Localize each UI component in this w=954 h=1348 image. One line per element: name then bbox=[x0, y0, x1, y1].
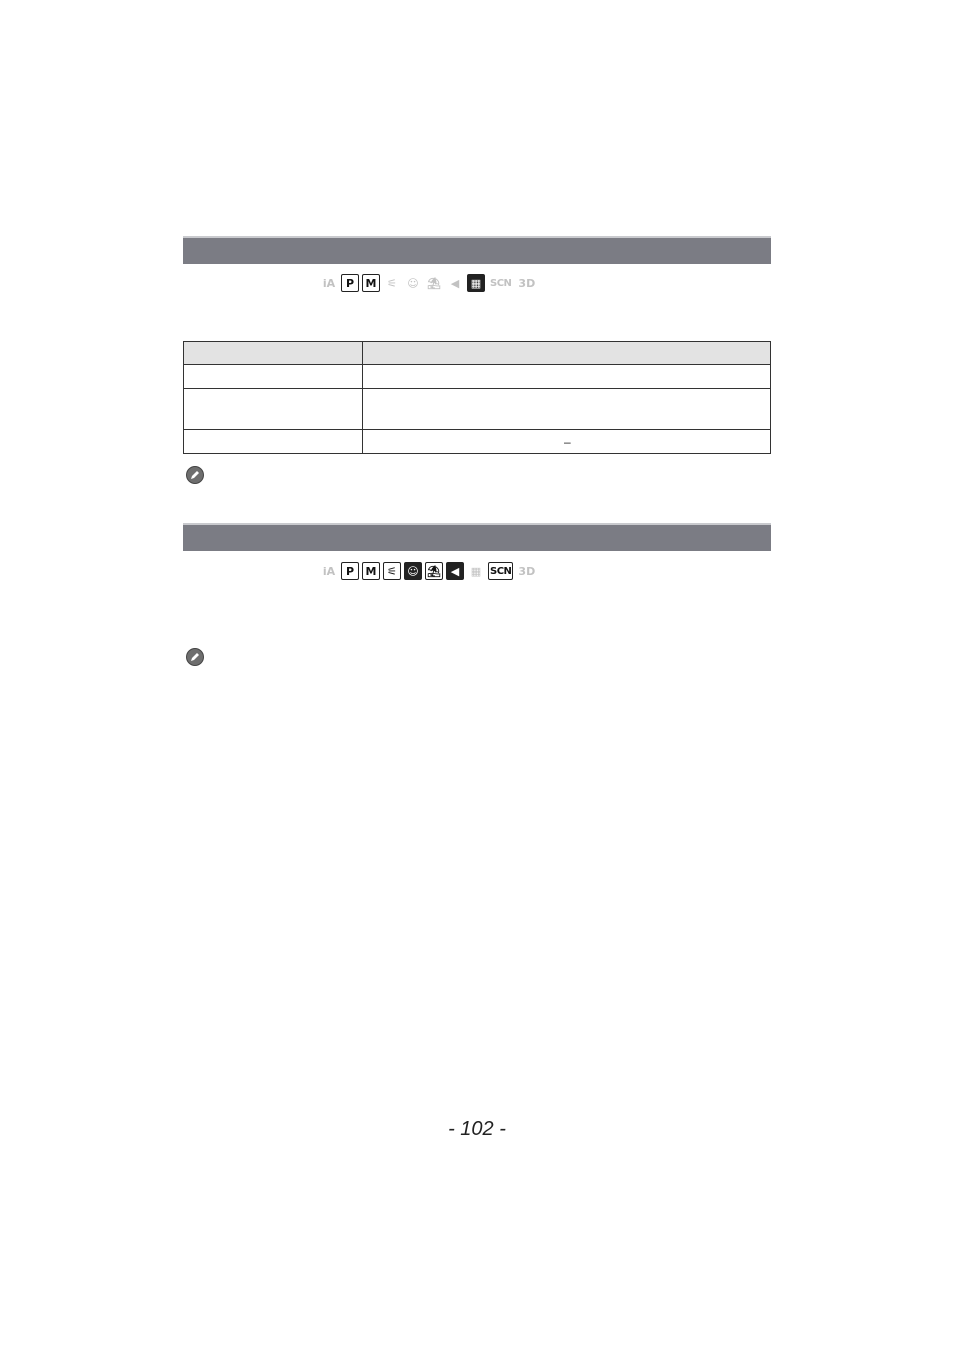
p-mode-icon: P bbox=[341, 274, 359, 292]
section-header-bar-1 bbox=[183, 236, 771, 264]
ia-mode-icon: iA bbox=[322, 276, 336, 290]
sports-scene-icon: ⚟ bbox=[387, 276, 397, 290]
underwater-scene-icon: ▦ bbox=[467, 274, 485, 292]
table-cell bbox=[184, 430, 363, 454]
m-mode-icon: M bbox=[362, 562, 380, 580]
settings-table bbox=[183, 341, 771, 454]
note-pencil-icon bbox=[186, 648, 204, 666]
scn-mode-icon: SCN bbox=[490, 277, 512, 289]
3d-mode-icon: 3D bbox=[518, 276, 536, 290]
table-header-row bbox=[184, 342, 771, 365]
page-number: - 102 - bbox=[448, 1118, 506, 1140]
sports-scene-icon: ⚟ bbox=[383, 562, 401, 580]
table-row bbox=[184, 389, 771, 430]
table-header-cell bbox=[184, 342, 363, 365]
3d-mode-icon: 3D bbox=[518, 564, 536, 578]
aquarium-scene-icon: ◀ bbox=[446, 562, 464, 580]
applicable-modes-row-1 bbox=[320, 272, 537, 294]
beach-scene-icon: ⛱ bbox=[425, 562, 443, 580]
table-row bbox=[184, 365, 771, 389]
table-header-cell bbox=[363, 342, 771, 365]
scn-mode-icon: SCN bbox=[488, 562, 513, 580]
ia-mode-icon: iA bbox=[322, 564, 336, 578]
baby-scene-icon: ☺ bbox=[404, 562, 422, 580]
p-mode-icon: P bbox=[341, 562, 359, 580]
underwater-scene-icon: ▦ bbox=[470, 564, 482, 578]
table-cell bbox=[363, 430, 771, 454]
table-cell bbox=[363, 365, 771, 389]
baby-scene-icon: ☺ bbox=[407, 276, 419, 290]
table-cell bbox=[363, 389, 771, 430]
note-pencil-icon bbox=[186, 466, 204, 484]
section-header-bar-2 bbox=[183, 523, 771, 551]
table-row bbox=[184, 430, 771, 454]
table-cell bbox=[184, 365, 363, 389]
aquarium-scene-icon: ◀ bbox=[450, 276, 460, 290]
m-mode-icon: M bbox=[362, 274, 380, 292]
applicable-modes-row-2 bbox=[320, 560, 537, 582]
table-cell bbox=[184, 389, 363, 430]
dash-mark: – bbox=[564, 434, 571, 449]
beach-scene-icon: ⛱ bbox=[427, 276, 441, 290]
